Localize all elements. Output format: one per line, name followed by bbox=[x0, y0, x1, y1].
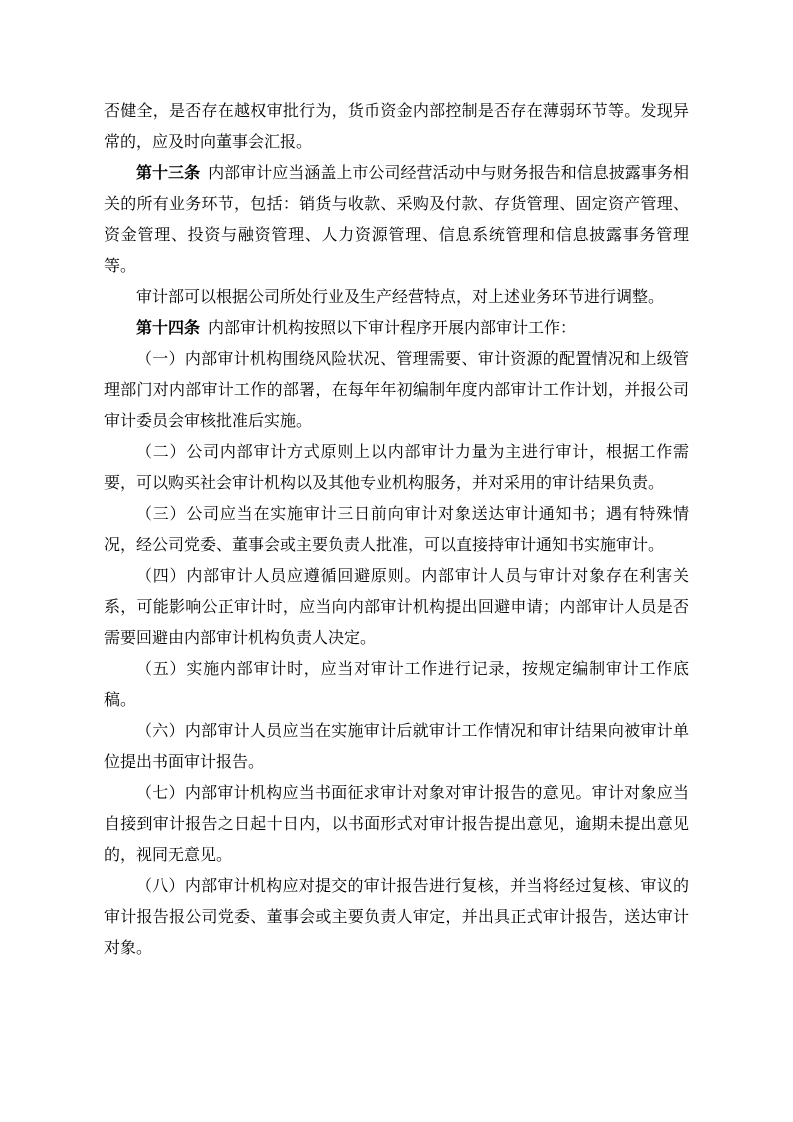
paragraph-item-3 bbox=[104, 499, 689, 561]
paragraph-text: 内部审计应当涵盖上市公司经营活动中与财务报告和信息披露事务相关的所有业务环节，包括：销货与收款、采购及付款、存货管理、固定资产管理、资金管理、投资与融资管理、人力资源管理、信息系统管理和信息披露事务管理等。 bbox=[104, 165, 689, 275]
paragraph-item-6 bbox=[104, 716, 689, 778]
paragraph-text: （八）内部审计机构应对提交的审计报告进行复核，并当将经过复核、审议的审计报告报公司党委、董事会或主要负责人审定，并出具正式审计报告，送达审计对象。 bbox=[104, 878, 689, 957]
paragraph-text: （七）内部审计机构应当书面征求审计对象对审计报告的意见。审计对象应当自接到审计报告之日起十日内，以书面形式对审计报告提出意见，逾期未提出意见的，视同无意见。 bbox=[104, 785, 689, 864]
paragraph-text: 否健全，是否存在越权审批行为，货币资金内部控制是否存在薄弱环节等。发现异常的，应及时向董事会汇报。 bbox=[104, 103, 689, 151]
paragraph-continuation bbox=[104, 96, 689, 158]
paragraph-text: （四）内部审计人员应遵循回避原则。内部审计人员与审计对象存在利害关系，可能影响公正审计时，应当向内部审计机构提出回避申请；内部审计人员是否需要回避由内部审计机构负责人决定。 bbox=[104, 568, 689, 647]
article-14-number: 第十四条 bbox=[136, 320, 201, 337]
paragraph-article-13 bbox=[104, 158, 689, 282]
paragraph-item-1 bbox=[104, 344, 689, 437]
paragraph-article-14 bbox=[104, 313, 689, 344]
paragraph-item-2 bbox=[104, 437, 689, 499]
paragraph-text: （三）公司应当在实施审计三日前向审计对象送达审计通知书；遇有特殊情况，经公司党委、董事会或主要负责人批准，可以直接持审计通知书实施审计。 bbox=[104, 506, 689, 554]
paragraph-item-4 bbox=[104, 561, 689, 654]
paragraph-text: （五）实施内部审计时，应当对审计工作进行记录，按规定编制审计工作底稿。 bbox=[104, 661, 689, 709]
paragraph-item-8 bbox=[104, 871, 689, 964]
article-13-number: 第十三条 bbox=[136, 165, 201, 182]
paragraph-text: 内部审计机构按照以下审计程序开展内部审计工作： bbox=[208, 320, 577, 337]
paragraph-text: （二）公司内部审计方式原则上以内部审计力量为主进行审计，根据工作需要，可以购买社会审计机构以及其他专业机构服务，并对采用的审计结果负责。 bbox=[104, 444, 689, 492]
paragraph-audit-dept-adjust bbox=[104, 282, 689, 313]
paragraph-item-7 bbox=[104, 778, 689, 871]
paragraph-item-5 bbox=[104, 654, 689, 716]
paragraph-text: 审计部可以根据公司所处行业及生产经营特点，对上述业务环节进行调整。 bbox=[136, 289, 665, 306]
document-content bbox=[104, 96, 689, 964]
paragraph-text: （六）内部审计人员应当在实施审计后就审计工作情况和审计结果向被审计单位提出书面审计报告。 bbox=[104, 723, 689, 771]
paragraph-text: （一）内部审计机构围绕风险状况、管理需要、审计资源的配置情况和上级管理部门对内部审计工作的部署，在每年年初编制年度内部审计工作计划，并报公司审计委员会审核批准后实施。 bbox=[104, 351, 689, 430]
